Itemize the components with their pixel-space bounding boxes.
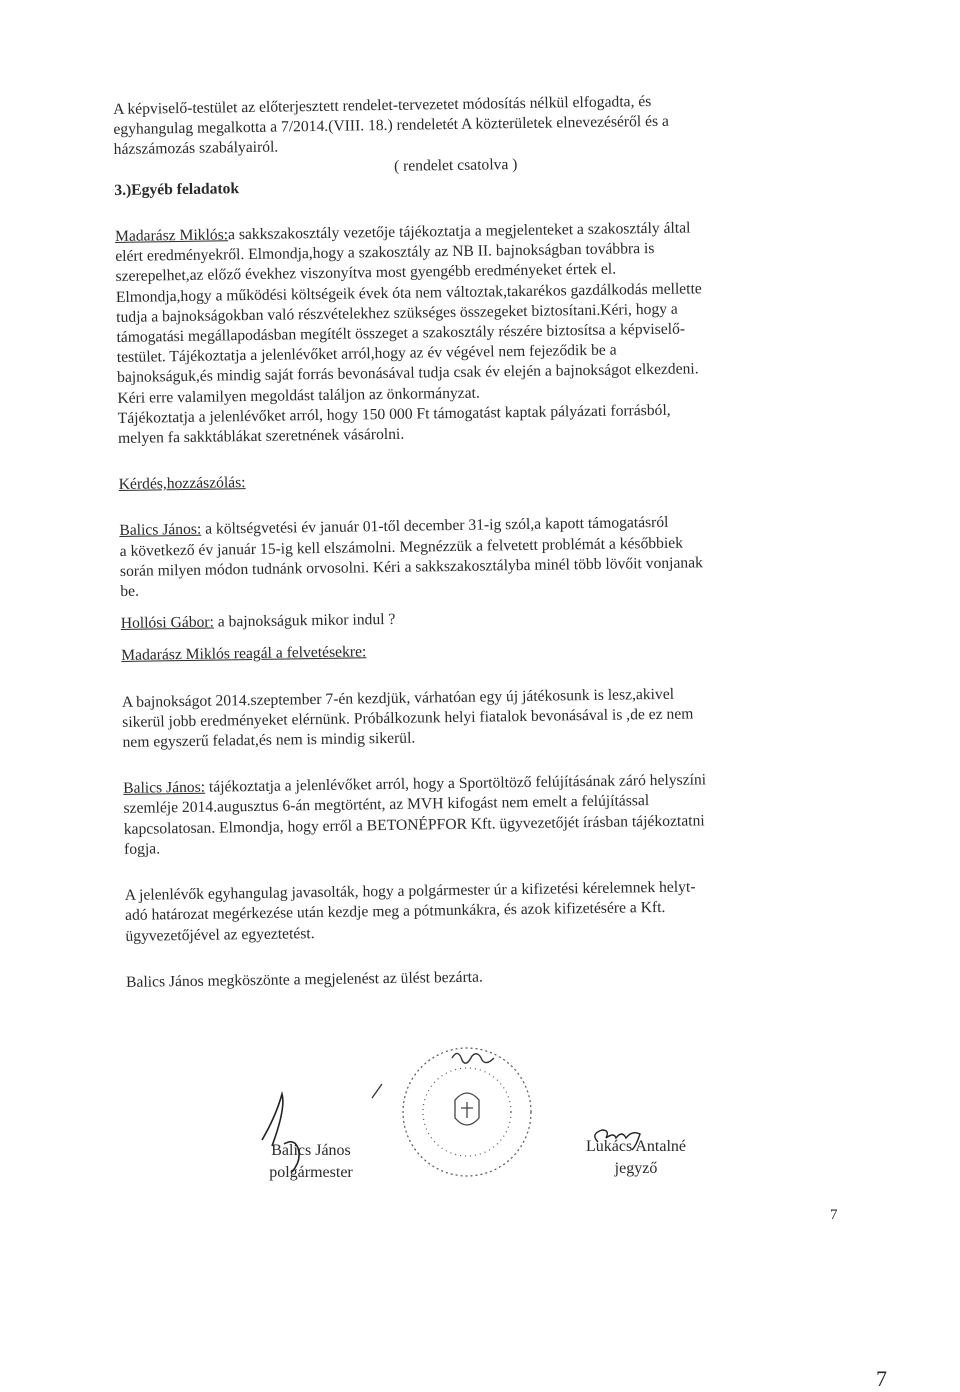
questions-heading: Kérdés,hozzászólás: xyxy=(118,474,246,494)
signatory-name: Lukács Antalné xyxy=(586,1138,686,1155)
page-number-large: 7 xyxy=(876,1366,887,1391)
decision-line: A jelenlévők egyhangulag javasolták, hogy a polgármester úr a kifizetési kérelemnek helyt- xyxy=(124,878,696,905)
stray-mark xyxy=(372,1084,382,1098)
signatory-name: Balics János xyxy=(271,1142,351,1159)
signature-right xyxy=(566,1136,706,1180)
speaker-name: Balics János: xyxy=(119,521,202,540)
speaker-name: Balics János: xyxy=(123,778,206,798)
report-line: támogatási megállapodásban megítélt összeget a szakosztály részére biztosítsa a képviselő- xyxy=(116,320,686,347)
stamp-emblem xyxy=(455,1093,479,1125)
reply-line: nem egyszerű feladat,és nem is mindig sikerül. xyxy=(122,729,416,752)
intro-line: egyhangulag megalkotta a 7/2014.(VIII. 18.) rendeletét A közterületek elnevezéséről és a xyxy=(113,112,670,139)
q1-line: a költségvetési év január 01-től december 31-ig szól,a kapott támogatásról xyxy=(205,514,669,539)
report-line: Kéri erre valamilyen megoldást találjon az önkormányzat. xyxy=(117,384,480,407)
speaker-name: Hollósi Gábor: xyxy=(120,613,215,633)
reply-line: sikerül jobb eredményeket elérnünk. Próbálkozunk helyi fiatalok bevonásával is ,de ez nem xyxy=(122,705,694,731)
intro-line: A képviselő-testület az előterjesztett rendelet-tervezetet módosítás nélkül elfogadta, és xyxy=(113,93,652,118)
attachment-note: ( rendelet csatolva ) xyxy=(393,155,518,175)
report-line: testület. Tájékoztatja a jelenlévőket arról,hogy az év végével nem fejeződik be a xyxy=(116,341,617,367)
report-line: a sakkszakosztály vezetője tájékoztatja a megjelenteket a szakosztály által xyxy=(227,219,691,244)
report-line: melyen fa sakktáblákat szeretnének vásárolni. xyxy=(117,425,405,448)
q2-text: a bajnokságuk mikor indul ? xyxy=(217,611,396,631)
q3-line: fogja. xyxy=(123,840,161,858)
signatory-title: jegyző xyxy=(614,1160,658,1177)
q3-line: tájékoztatja a jelenlévőket arról, hogy a Sportöltöző felújításának záró helyszíni xyxy=(208,771,707,796)
closing-sentence: Balics János megköszönte a megjelenést az ülést bezárta. xyxy=(125,968,483,991)
report-line: elért eredményekről. Elmondja,hogy a szakosztály az NB II. bajnokságban továbbra is xyxy=(115,240,655,266)
q3-line: kapcsolatosan. Elmondja, hogy erről a BETONÉPFOR Kft. ügyvezetőjét írásban tájékoztatni xyxy=(123,811,705,838)
section-title: 3.)Egyéb feladatok xyxy=(114,179,240,199)
report-line: Elmondja,hogy a működési költségeik évek óta nem változtak,takarékos gazdálkodás mellette xyxy=(115,279,702,306)
report-line: Tájékoztatja a jelenlévőket arról, hogy 150 000 Ft támogatást kaptak pályázati forrásból, xyxy=(117,401,671,427)
reply-line: A bajnokságot 2014.szeptember 7-én kezdjük, várhatóan egy új játékosunk is lesz,akivel xyxy=(121,685,675,711)
q3-line: szemléje 2014.augusztus 6-án megtörtént, az MVH kifogást nem emelt a felújítással xyxy=(123,792,650,818)
intro-line: házszámozás szabályairól. xyxy=(113,138,279,159)
signatory-title: polgármester xyxy=(269,1164,353,1181)
decision-line: adó határozat megérkezése után kezdje meg a pótmunkákra, és azok kifizetésére a Kft. xyxy=(124,899,666,925)
report-line: tudja a bajnokságokban való részvételekhez szükséges összegeket biztosítani.Kéri, hogy a xyxy=(116,300,678,326)
q1-line: a következő év január 15-ig kell elszámolni. Megnézzük a felvetett problémát a későbbiek xyxy=(119,534,684,560)
report-line: szerepelhet,az előző évekhez viszonyítva most gyengébb eredményeket értek el. xyxy=(115,260,617,286)
speaker-name: Madarász Miklós: xyxy=(114,226,229,245)
decision-line: ügyvezetőjével az egyeztetést. xyxy=(125,924,315,945)
reply-heading: Madarász Miklós reagál a felvetésekre: xyxy=(121,643,367,665)
q1-line: be. xyxy=(120,582,140,601)
report-line: bajnokságuk,és mindig saját forrás bevonásával tudja csak év elején a bajnokságot elkezdeni. xyxy=(116,360,699,387)
stamp-signature-scribble xyxy=(452,1053,494,1063)
signature-left xyxy=(246,1140,376,1184)
q1-line: során milyen módon tudnánk orvosolni. Kéri a sakkszakosztályba minél több lövőit vonjanak xyxy=(119,554,703,580)
page-number: 7 xyxy=(830,1207,838,1223)
